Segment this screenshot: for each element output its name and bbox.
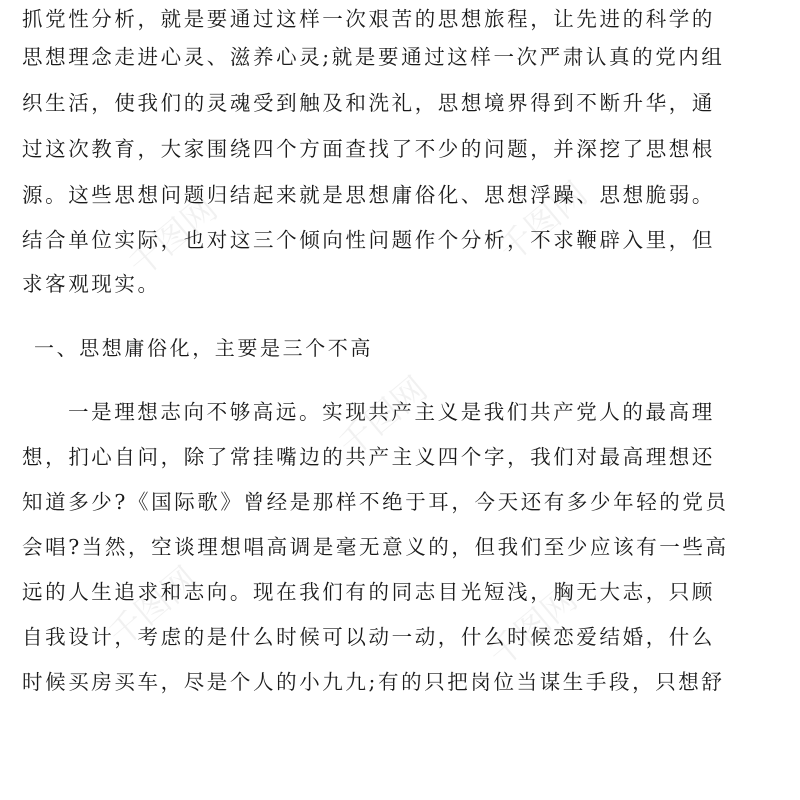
paragraph-line: 知道多少?《国际歌》曾经是那样不绝于耳，今天还有多少年轻的党员 [22,490,729,514]
paragraph-line: 求客观现实。 [22,272,161,296]
paragraph-line: 远的人生追求和志向。现在我们有的同志目光短浅，胸无大志，只顾 [22,580,715,604]
paragraph-line: 一是理想志向不够高远。实现共产主义是我们共产党人的最高理 [68,400,715,424]
paragraph-line: 源。这些思想问题归结起来就是思想庸俗化、思想浮躁、思想脆弱。 [22,183,715,207]
watermark: 千图网 [331,369,436,466]
paragraph-line: 时候买房买车，尽是个人的小九九;有的只把岗位当谋生手段，只想舒 [22,670,725,694]
paragraph-line: 会唱?当然，空谈理想唱高调是毫无意义的，但我们至少应该有一些高 [22,535,729,559]
paragraph-line: 织生活，使我们的灵魂受到触及和洗礼，思想境界得到不断升华，通 [22,91,715,115]
paragraph-line: 结合单位实际，也对这三个倾向性问题作个分析，不求鞭辟入里，但 [22,228,715,252]
paragraph-line: 过这次教育，大家围绕四个方面查找了不少的问题，并深挖了思想根 [22,137,715,161]
paragraph-line: 思想理念走进心灵、滋养心灵;就是要通过这样一次严肃认真的党内组 [22,45,725,69]
paragraph-line: 想，扪心自问，除了常挂嘴边的共产主义四个字，我们对最高理想还 [22,445,715,469]
watermark: 千图网 [101,559,206,656]
section-heading: 一、思想庸俗化，主要是三个不高 [34,336,373,360]
paragraph-line: 自我设计，考虑的是什么时候可以动一动，什么时候恋爱结婚，什么 [22,625,715,649]
watermark: 千图网 [491,174,596,271]
watermark: 千图网 [121,189,226,286]
paragraph-line: 抓党性分析，就是要通过这样一次艰苦的思想旅程，让先进的科学的 [22,7,715,31]
watermark: 千图网 [481,579,586,676]
